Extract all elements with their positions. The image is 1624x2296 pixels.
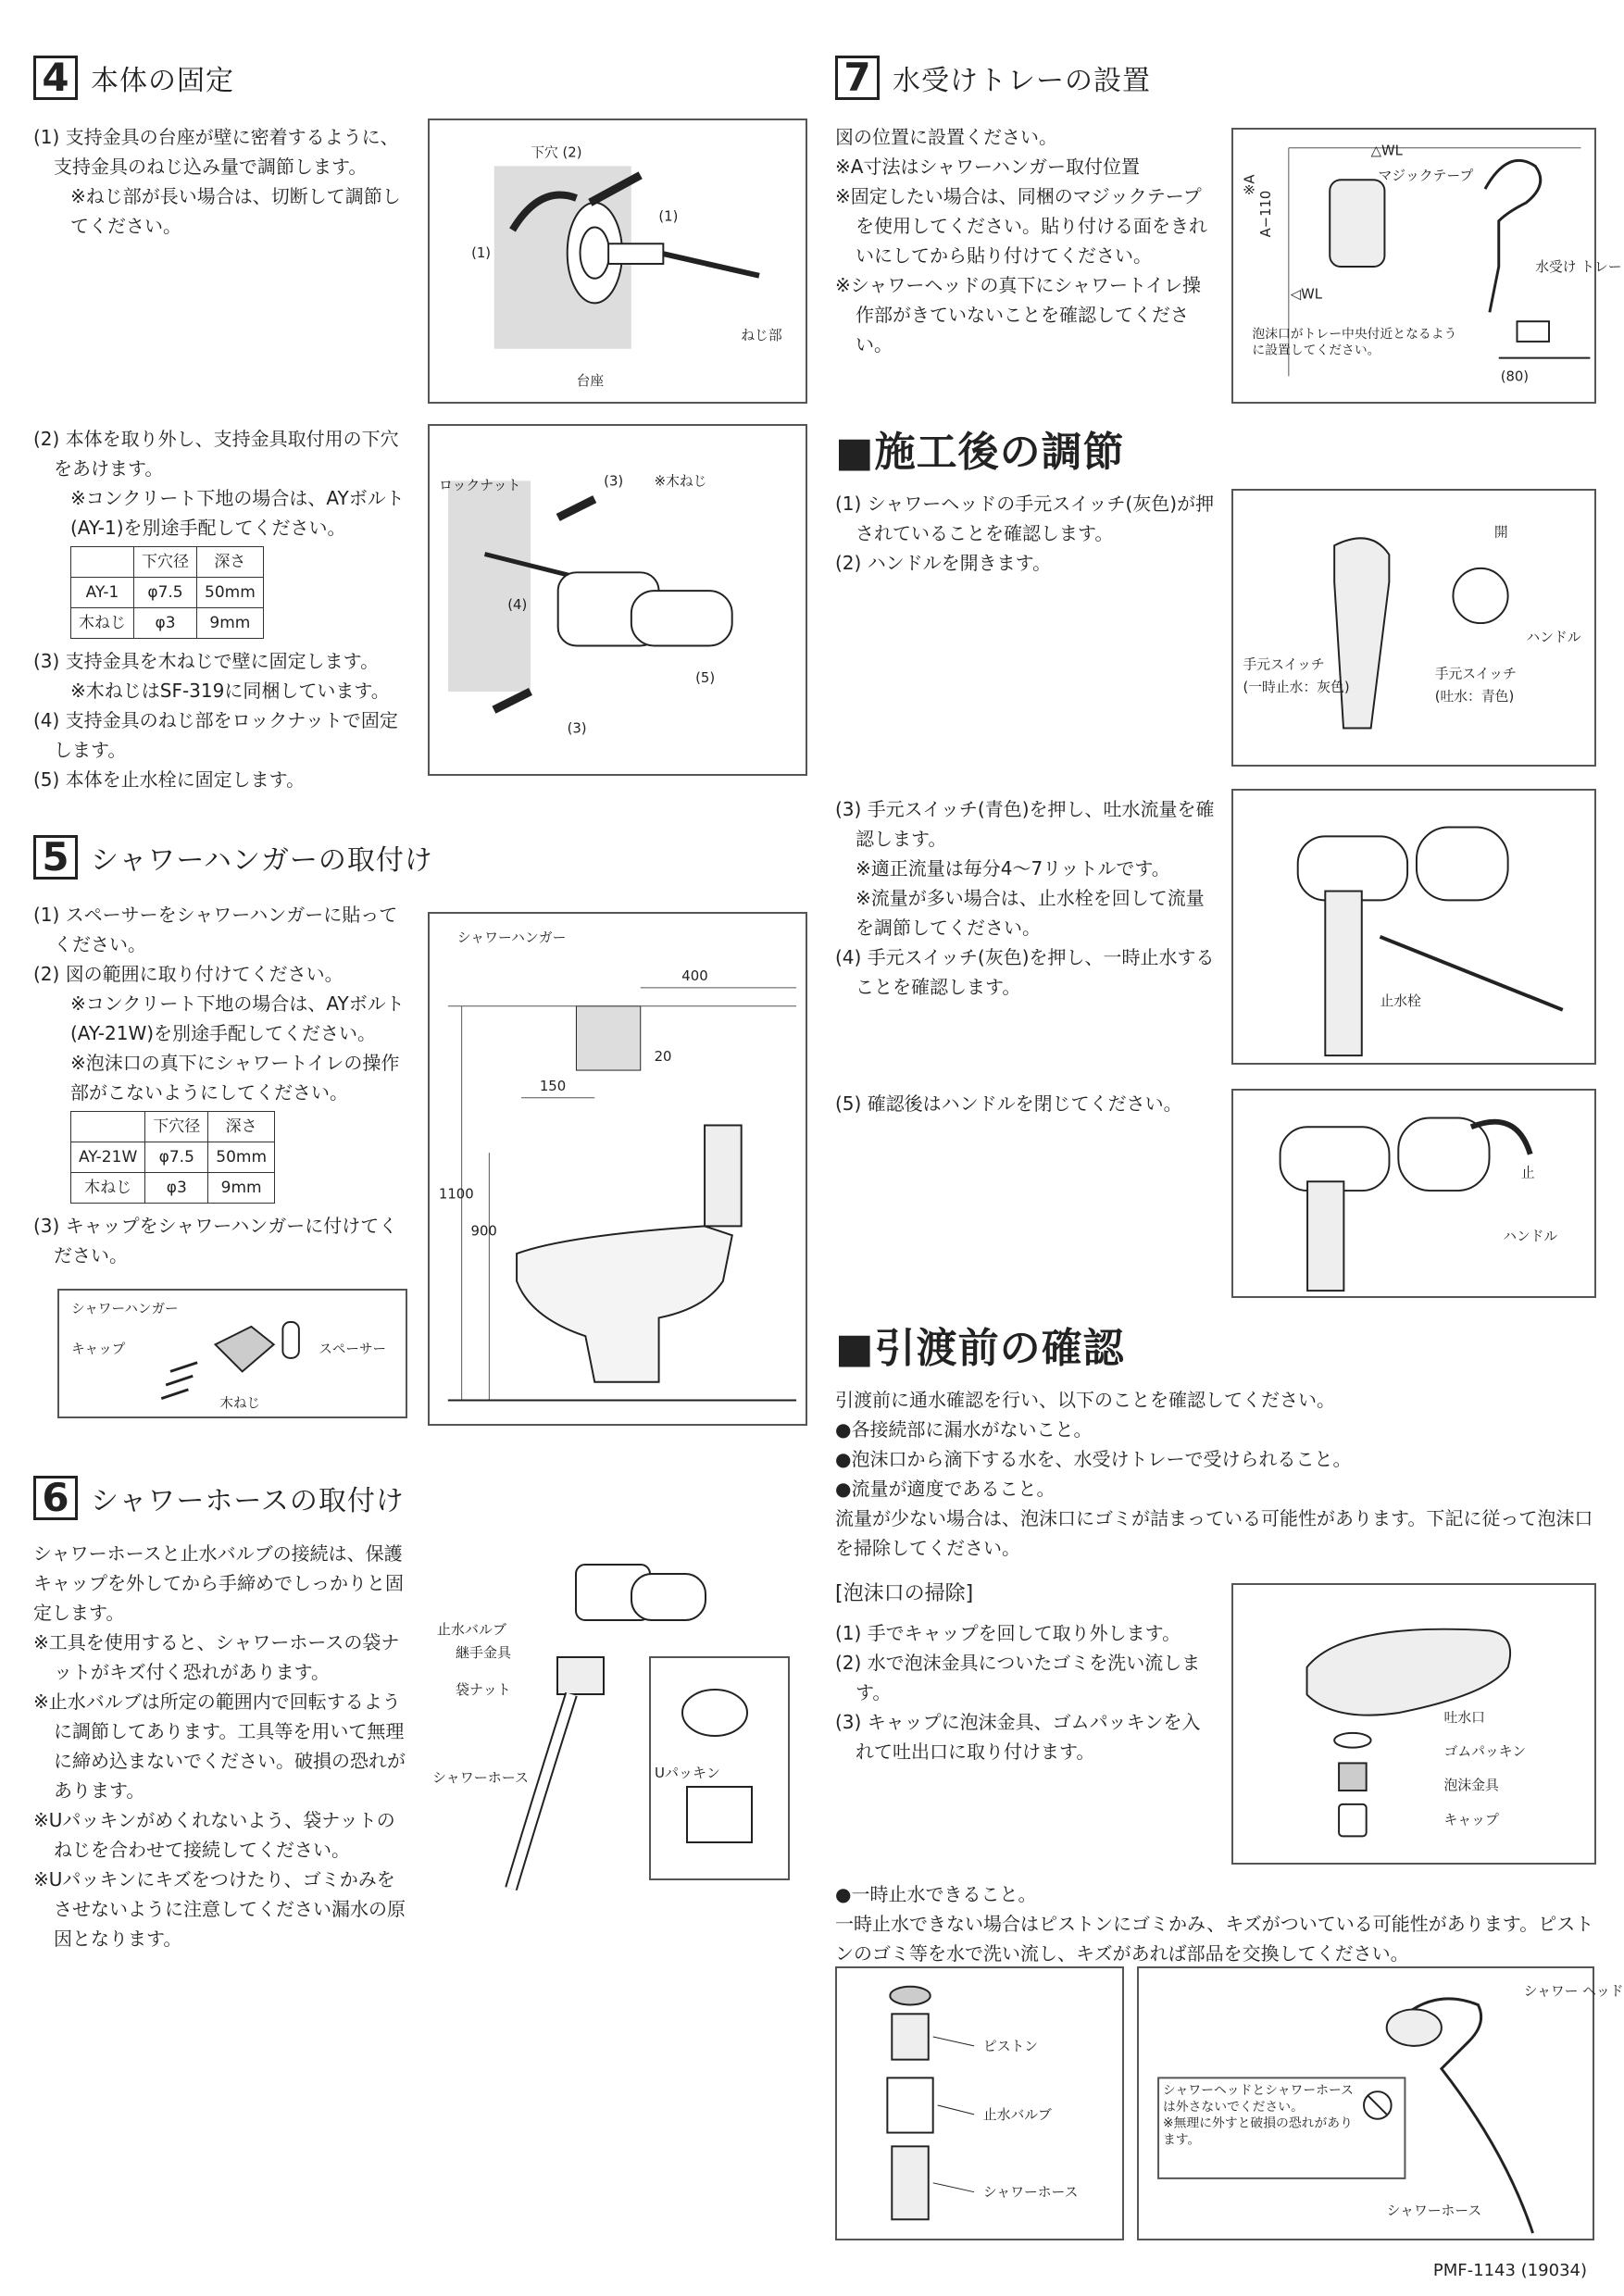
s5-figure-toilet bbox=[428, 912, 807, 1426]
chk-figure-aerator bbox=[1231, 1583, 1596, 1865]
note-text: ※木ねじはSF-319に同梱しています。 bbox=[70, 680, 390, 702]
bullet-text: ●流量が適度であること。 bbox=[835, 1478, 1056, 1500]
note-text: ※Uパッキンにキズをつけたり、ゴミかみをさせないように注意してください漏水の原因となります。 bbox=[33, 1868, 406, 1950]
svg-text:ゴムパッキン: ゴムパッキン bbox=[1443, 1743, 1527, 1760]
svg-text:シャワーハンガー: シャワーハンガー bbox=[71, 1301, 179, 1317]
chk-text-block-1 bbox=[835, 1385, 1594, 1563]
svg-text:20: 20 bbox=[654, 1048, 672, 1066]
s7-figure-tray: ※A A−110 △WL マジックテープ 水受け トレー ◁WL 泡沫口がトレー中央付近となるように設置してください。 (80) bbox=[1231, 128, 1596, 404]
step-text: (1) 手でキャップを回して取り外します。 bbox=[835, 1622, 1181, 1644]
aerator-cleaning-subtitle: [泡沫口の掃除] bbox=[835, 1582, 974, 1605]
step-text: (3) キャップに泡沫金具、ゴムパッキンを入れて吐出口に取り付けます。 bbox=[835, 1711, 1201, 1763]
svg-text:(1): (1) bbox=[471, 245, 492, 262]
chk-figure-piston bbox=[835, 1966, 1124, 2240]
svg-text:シャワーホース: シャワーホース bbox=[1386, 2202, 1482, 2219]
bullet-text: ●各接続部に漏水がないこと。 bbox=[835, 1418, 1093, 1441]
handover-check-title: ■引渡前の確認 bbox=[835, 1325, 1125, 1372]
section-title: シャワーハンガーの取付け bbox=[91, 844, 433, 877]
chk-text-block-3 bbox=[835, 1879, 1594, 1968]
section-5-header bbox=[33, 835, 433, 880]
svg-text:泡沫金具: 泡沫金具 bbox=[1443, 1778, 1499, 1794]
step-text: (3) 支持金具を木ねじで壁に固定します。 bbox=[33, 650, 380, 672]
adj-figure-close bbox=[1231, 1089, 1596, 1298]
svg-text:継手金具: 継手金具 bbox=[456, 1644, 512, 1661]
body-text: 流量が少ない場合は、泡沫口にゴミが詰まっている可能性があります。下記に従って泡沫口を掃除してください。 bbox=[835, 1507, 1593, 1559]
step-text: (2) 水で泡沫金具についたゴミを洗い流します。 bbox=[835, 1652, 1201, 1703]
svg-text:※A: ※A bbox=[1242, 174, 1258, 196]
step-text: (5) 確認後はハンドルを閉じてください。 bbox=[835, 1092, 1182, 1115]
svg-text:止水バルブ: 止水バルブ bbox=[437, 1621, 507, 1638]
note-text: ※工具を使用すると、シャワーホースの袋ナットがキズ付く恐れがあります。 bbox=[33, 1631, 400, 1683]
step-text: (1) スペーサーをシャワーハンガーに貼ってください。 bbox=[33, 904, 398, 955]
svg-text:下穴 (2): 下穴 (2) bbox=[531, 144, 582, 161]
adj-figure-switch bbox=[1231, 489, 1596, 767]
svg-text:木ねじ: 木ねじ bbox=[219, 1395, 261, 1412]
adj-figure-stopcock bbox=[1231, 789, 1596, 1065]
note-text: ※適正流量は毎分4〜7リットルです。 bbox=[856, 857, 1170, 880]
svg-text:(3): (3) bbox=[567, 720, 587, 737]
svg-text:ハンドル: ハンドル bbox=[1503, 1229, 1558, 1245]
step-text: (2) 本体を取り外し、支持金具取付用の下穴をあけます。 bbox=[33, 428, 399, 480]
step-text: (1) シャワーヘッドの手元スイッチ(灰色)が押されていることを確認します。 bbox=[835, 493, 1215, 544]
svg-text:Uパッキン: Uパッキン bbox=[655, 1765, 720, 1781]
step-text: (4) 支持金具のねじ部をロックナットで固定します。 bbox=[33, 709, 398, 761]
note-text: ※止水バルブは所定の範囲内で回転するように調節してあります。工具等を用いて無理に締め込まないでください。破損の恐れがあります。 bbox=[33, 1691, 406, 1802]
svg-text:キャップ: キャップ bbox=[1443, 1812, 1499, 1828]
svg-text:900: 900 bbox=[470, 1222, 497, 1240]
svg-text:袋ナット: 袋ナット bbox=[456, 1681, 511, 1698]
adj-text-block-1 bbox=[835, 489, 1215, 578]
svg-text:止: 止 bbox=[1520, 1165, 1535, 1181]
svg-text:(吐水：青色): (吐水：青色) bbox=[1434, 688, 1515, 705]
svg-text:(4): (4) bbox=[507, 596, 528, 613]
svg-text:※木ねじ: ※木ねじ bbox=[654, 473, 707, 490]
note-text: ※流量が多い場合は、止水栓を回して流量を調節してください。 bbox=[856, 887, 1205, 939]
section-title: 水受けトレーの設置 bbox=[893, 65, 1151, 97]
svg-text:シャワーホース: シャワーホース bbox=[432, 1769, 529, 1786]
body-text: 一時止水できない場合はピストンにゴミかみ、キズがついている可能性があります。ピストンのゴミ等を水で洗い流し、キズがあれば部品を交換してください。 bbox=[835, 1913, 1594, 1965]
body-text: 引渡前に通水確認を行い、以下のことを確認してください。 bbox=[835, 1389, 1335, 1411]
note-text: ※泡沫口の真下にシャワートイレの操作部がこないようにしてください。 bbox=[70, 1052, 400, 1104]
s4-figure-lock bbox=[428, 424, 807, 776]
svg-text:手元スイッチ: 手元スイッチ bbox=[1434, 666, 1517, 682]
note-text: ※コンクリート下地の場合は、AYボルト(AY-21W)を別途手配してください。 bbox=[70, 992, 405, 1044]
spec-table: 下穴径 深さ AY-1 φ7.5 50mm 木ねじ φ3 9mm bbox=[70, 546, 264, 639]
svg-text:(5): (5) bbox=[695, 670, 716, 687]
svg-text:開: 開 bbox=[1493, 524, 1508, 541]
chk-text-block-2 bbox=[835, 1618, 1215, 1766]
note-text: ※A寸法はシャワーハンガー取付位置 bbox=[835, 156, 1141, 178]
s4-text-block-1 bbox=[33, 122, 413, 241]
svg-text:止水栓: 止水栓 bbox=[1380, 992, 1421, 1009]
section-6-header bbox=[33, 1476, 405, 1520]
svg-text:(3): (3) bbox=[604, 473, 624, 490]
svg-text:止水バルブ: 止水バルブ bbox=[982, 2106, 1052, 2123]
section-number: 7 bbox=[835, 56, 880, 100]
section-number: 4 bbox=[33, 56, 78, 100]
section-number: 5 bbox=[33, 835, 78, 880]
svg-text:(一時止水：灰色): (一時止水：灰色) bbox=[1243, 680, 1350, 696]
note-text: ※Uパッキンがめくれないよう、袋ナットのねじを合わせて接続してください。 bbox=[33, 1809, 395, 1861]
step-text: (3) 手元スイッチ(青色)を押し、吐水流量を確認します。 bbox=[835, 798, 1215, 850]
svg-text:ピストン: ピストン bbox=[982, 2038, 1039, 2054]
section-7-header bbox=[835, 56, 1151, 100]
note-text: ※ねじ部が長い場合は、切断して調節してください。 bbox=[70, 185, 401, 237]
adjustment-title: ■施工後の調節 bbox=[835, 429, 1125, 476]
spec-table: 下穴径 深さ AY-21W φ7.5 50mm 木ねじ φ3 9mm bbox=[70, 1111, 275, 1204]
s6-figure-hose bbox=[428, 1555, 807, 1898]
s6-text-block bbox=[33, 1539, 413, 1953]
section-title: シャワーホースの取付け bbox=[91, 1485, 405, 1517]
chk-figure-showerhead: シャワー ヘッド シャワーヘッドとシャワーホースは外さないでください。 ※無理に外すと破損の恐れがあります。 シャワーホース bbox=[1137, 1966, 1594, 2240]
svg-text:シャワーホース: シャワーホース bbox=[982, 2184, 1079, 2201]
section-number: 6 bbox=[33, 1476, 78, 1520]
adj-text-block-3 bbox=[835, 1089, 1215, 1118]
step-text: (2) ハンドルを開きます。 bbox=[835, 552, 1052, 574]
svg-text:キャップ: キャップ bbox=[71, 1341, 126, 1357]
svg-text:400: 400 bbox=[681, 967, 708, 985]
svg-text:台座: 台座 bbox=[576, 373, 605, 390]
body-text: 図の位置に設置ください。 bbox=[835, 126, 1057, 148]
step-text: (5) 本体を止水栓に固定します。 bbox=[33, 768, 306, 791]
svg-text:◁WL: ◁WL bbox=[1290, 286, 1323, 303]
document-code: PMF-1143 (19034) bbox=[1432, 2261, 1587, 2280]
svg-text:ハンドル: ハンドル bbox=[1526, 629, 1581, 645]
s4-figure-fixing bbox=[428, 119, 807, 404]
step-text: (4) 手元スイッチ(灰色)を押し、一時止水することを確認します。 bbox=[835, 946, 1215, 998]
svg-text:(1): (1) bbox=[658, 208, 679, 225]
note-text: ※シャワーヘッドの真下にシャワートイレ操作部がきていないことを確認してください。 bbox=[835, 274, 1201, 356]
svg-text:シャワーハンガー: シャワーハンガー bbox=[456, 929, 567, 946]
bullet-text: ●泡沫口から滴下する水を、水受けトレーで受けられること。 bbox=[835, 1448, 1352, 1470]
step-text: (1) 支持金具の台座が壁に密着するように、支持金具のねじ込み量で調節します。 bbox=[33, 126, 399, 178]
svg-text:手元スイッチ: 手元スイッチ bbox=[1243, 656, 1325, 673]
svg-text:シャワー ヘッド: シャワー ヘッド bbox=[1523, 1983, 1624, 2000]
svg-text:水受け トレー: 水受け トレー bbox=[1535, 258, 1622, 275]
svg-text:(80): (80) bbox=[1500, 368, 1530, 385]
svg-text:マジックテープ: マジックテープ bbox=[1378, 168, 1474, 184]
svg-text:吐水口: 吐水口 bbox=[1443, 1710, 1485, 1727]
section-title: 本体の固定 bbox=[91, 65, 234, 97]
step-text: (2) 図の範囲に取り付けてください。 bbox=[33, 963, 344, 985]
svg-text:スペーサー: スペーサー bbox=[319, 1341, 387, 1357]
svg-text:△WL: △WL bbox=[1370, 143, 1403, 159]
svg-text:1100: 1100 bbox=[438, 1185, 474, 1203]
adj-text-block-2 bbox=[835, 794, 1215, 1002]
svg-text:150: 150 bbox=[539, 1077, 567, 1094]
svg-text:ねじ部: ねじ部 bbox=[741, 327, 782, 343]
bullet-text: ●一時止水できること。 bbox=[835, 1883, 1037, 1905]
note-text: ※コンクリート下地の場合は、AYボルト(AY-1)を別途手配してください。 bbox=[70, 487, 405, 539]
step-text: (3) キャップをシャワーハンガーに付けてください。 bbox=[33, 1215, 398, 1267]
svg-text:ロックナット: ロックナット bbox=[439, 478, 521, 494]
s5-text-block bbox=[33, 900, 413, 1270]
s4-text-block-2 bbox=[33, 424, 413, 794]
body-text: シャワーホースと止水バルブの接続は、保護キャップを外してから手締めでしっかりと固定します。 bbox=[33, 1542, 404, 1624]
s7-text-block bbox=[835, 122, 1215, 359]
svg-text:A−110: A−110 bbox=[1258, 190, 1275, 238]
section-4-header bbox=[33, 56, 234, 100]
note-text: ※固定したい場合は、同梱のマジックテープを使用してください。貼り付ける面をきれいにしてから貼り付けてください。 bbox=[835, 185, 1207, 267]
s5-figure-hanger-parts bbox=[57, 1289, 407, 1418]
